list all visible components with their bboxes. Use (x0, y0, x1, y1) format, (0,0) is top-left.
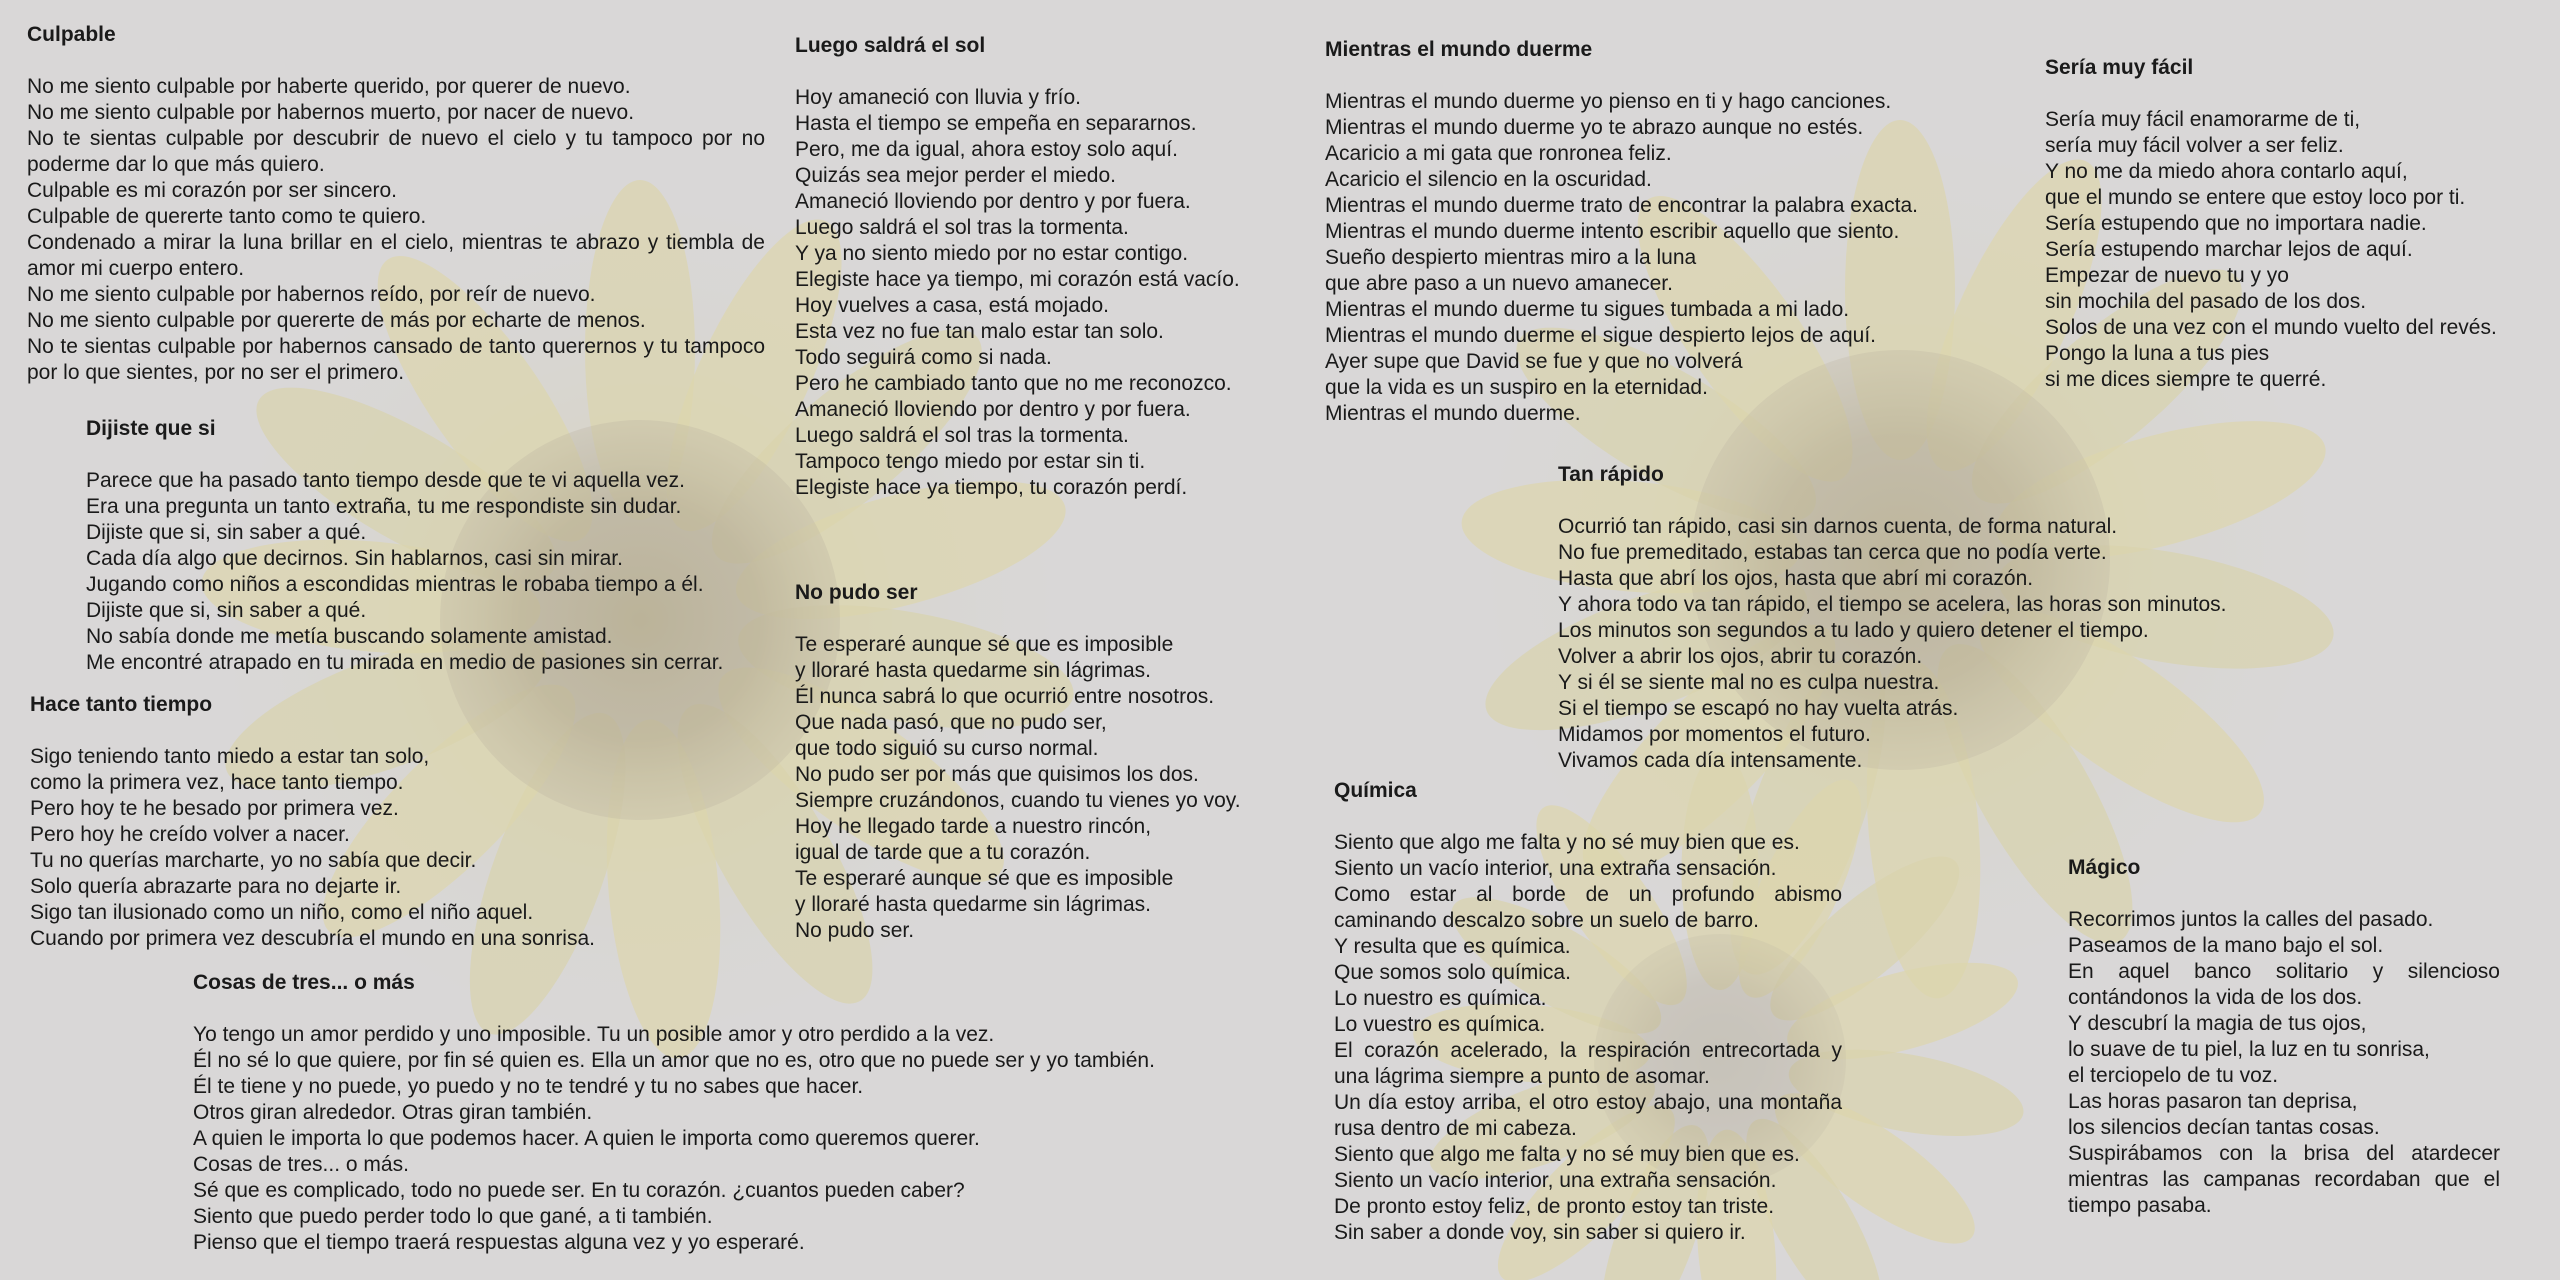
poem-line: No me siento culpable por quererte de más por echarte de menos. (27, 309, 646, 332)
poem-line: Y no me da miedo ahora contarlo aquí, (2045, 160, 2408, 183)
poem-title: Culpable (27, 23, 116, 46)
poem-title: Luego saldrá el sol (795, 34, 986, 57)
poem-line: Parece que ha pasado tanto tiempo desde que te vi aquella vez. (86, 469, 685, 492)
poem-line: No me siento culpable por habernos muerto, por nacer de nuevo. (27, 101, 635, 124)
poem-line: el terciopelo de tu voz. (2068, 1064, 2279, 1087)
poem-no-pudo-ser (795, 580, 1295, 944)
poem-line: Siento que algo me falta y no sé muy bien que es. (1334, 831, 1800, 854)
poem-line: Sigo teniendo tanto miedo a estar tan solo, (30, 745, 430, 768)
poem-title: Mientras el mundo duerme (1325, 38, 1593, 61)
poem-line: Pero he cambiado tanto que no me reconozco. (795, 372, 1232, 395)
poem-line: Él te tiene y no puede, yo puedo y no te tendré y tu no sabes que hacer. (193, 1075, 864, 1098)
poem-line: Y descubrí la magia de tus ojos, (2068, 1012, 2367, 1035)
poem-line: Condenado a mirar la luna brillar en el cielo, mientras te abrazo y tiembla de amor mi cuerpo entero. (27, 231, 765, 280)
poem-line: No sabía donde me metía buscando solamente amistad. (86, 625, 613, 648)
poem-line: Otros giran alrededor. Otras giran también. (193, 1101, 593, 1124)
poem-line: Yo tengo un amor perdido y uno imposible. Tu un posible amor y otro perdido a la vez. (193, 1023, 995, 1046)
poem-line: Cuando por primera vez descubría el mundo en una sonrisa. (30, 927, 595, 950)
poem-line: Pero hoy te he besado por primera vez. (30, 797, 399, 820)
poem-line: lo suave de tu piel, la luz en tu sonrisa, (2068, 1038, 2430, 1061)
poem-line: Elegiste hace ya tiempo, mi corazón está vacío. (795, 268, 1240, 291)
poem-line: No fue premeditado, estabas tan cerca que no podía verte. (1558, 541, 2107, 564)
poem-culpable (27, 22, 765, 386)
poem-line: Quizás sea mejor perder el miedo. (795, 164, 1116, 187)
poem-line: Si el tiempo se escapó no hay vuelta atrás. (1558, 697, 1959, 720)
poem-line: Hoy amaneció con lluvia y frío. (795, 86, 1081, 109)
poem-line: Mientras el mundo duerme. (1325, 402, 1581, 425)
poem-line: igual de tarde que a tu corazón. (795, 841, 1091, 864)
poem-line: que todo siguió su curso normal. (795, 737, 1099, 760)
poem-line: Él no sé lo que quiere, por fin sé quien es. Ella un amor que no es, otro que no puede ser y yo también. (193, 1049, 1155, 1072)
poem-line: Todo seguirá como si nada. (795, 346, 1052, 369)
poem-line: Solos de una vez con el mundo vuelto del revés. (2045, 316, 2497, 339)
poem-hace-tanto-tiempo (30, 692, 730, 952)
poem-line: Amaneció lloviendo por dentro y por fuera. (795, 398, 1191, 421)
poem-line: Sería estupendo que no importara nadie. (2045, 212, 2427, 235)
poem-line: y lloraré hasta quedarme sin lágrimas. (795, 659, 1151, 682)
poem-line: Pongo la luna a tus pies (2045, 342, 2270, 365)
poem-line: No pudo ser. (795, 919, 915, 942)
poem-cosas-de-tres (193, 970, 1293, 1256)
poem-line: que abre paso a un nuevo amanecer. (1325, 272, 1673, 295)
poem-line: Volver a abrir los ojos, abrir tu corazón. (1558, 645, 1923, 668)
poem-line: Y ahora todo va tan rápido, el tiempo se acelera, las horas son minutos. (1558, 593, 2227, 616)
poem-line: Suspirábamos con la brisa del atardecer mientras las campanas recordaban que el tiempo pasaba. (2068, 1142, 2500, 1217)
poem-line: Lo vuestro es química. (1334, 1013, 1546, 1036)
poem-line: Jugando como niños a escondidas mientras le robaba tiempo a él. (86, 573, 704, 596)
poem-line: Pero, me da igual, ahora estoy solo aquí. (795, 138, 1178, 161)
poem-line: Hoy vuelves a casa, está mojado. (795, 294, 1109, 317)
poem-line: Luego saldrá el sol tras la tormenta. (795, 216, 1129, 239)
poem-line: Los minutos son segundos a tu lado y quiero detener el tiempo. (1558, 619, 2149, 642)
poem-mientras-el-mundo-duerme (1325, 37, 2025, 427)
poem-line: Elegiste hace ya tiempo, tu corazón perdí. (795, 476, 1188, 499)
poem-line: Mientras el mundo duerme tu sigues tumbada a mi lado. (1325, 298, 1850, 321)
poem-line: Ocurrió tan rápido, casi sin darnos cuenta, de forma natural. (1558, 515, 2118, 538)
poem-title: Tan rápido (1558, 463, 1664, 486)
poem-line: Las horas pasaron tan deprisa, (2068, 1090, 2358, 1113)
poem-line: Empezar de nuevo tu y yo (2045, 264, 2289, 287)
poem-line: Culpable es mi corazón por ser sincero. (27, 179, 398, 202)
poem-title: Química (1334, 779, 1417, 802)
poem-line: si me dices siempre te querré. (2045, 368, 2327, 391)
poem-line: y lloraré hasta quedarme sin lágrimas. (795, 893, 1151, 916)
poem-line: sería muy fácil volver a ser feliz. (2045, 134, 2344, 157)
poem-line: No me siento culpable por haberte querido, por querer de nuevo. (27, 75, 631, 98)
poem-line: En aquel banco solitario y silencioso contándonos la vida de los dos. (2068, 960, 2500, 1009)
poem-line: Mientras el mundo duerme intento escribir aquello que siento. (1325, 220, 1900, 243)
poem-line: Y si él se siente mal no es culpa nuestra. (1558, 671, 1940, 694)
poem-quimica (1334, 778, 1842, 1246)
poem-title: Cosas de tres... o más (193, 971, 415, 994)
poem-line: Recorrimos juntos la calles del pasado. (2068, 908, 2434, 931)
poem-title: Sería muy fácil (2045, 56, 2194, 79)
poem-line: El corazón acelerado, la respiración entrecortada y una lágrima siempre a punto de asomar. (1334, 1039, 1842, 1088)
poem-line: Que nada pasó, que no pudo ser, (795, 711, 1107, 734)
poem-line: Y ya no siento miedo por no estar contigo. (795, 242, 1189, 265)
poem-line: Me encontré atrapado en tu mirada en medio de pasiones sin cerrar. (86, 651, 724, 674)
poem-line: Como estar al borde de un profundo abismo caminando descalzo sobre un suelo de barro. (1334, 883, 1842, 932)
poem-line: Siento que algo me falta y no sé muy bien que es. (1334, 1143, 1800, 1166)
poem-line: Y resulta que es química. (1334, 935, 1571, 958)
poem-line: De pronto estoy feliz, de pronto estoy tan triste. (1334, 1195, 1775, 1218)
poem-line: No te sientas culpable por habernos cansado de tanto querernos y tu tampoco por lo que sientes, por no ser el primero. (27, 335, 765, 384)
poem-line: Hasta el tiempo se empeña en separarnos. (795, 112, 1197, 135)
poem-line: Él nunca sabrá lo que ocurrió entre nosotros. (795, 685, 1215, 708)
poem-line: Esta vez no fue tan malo estar tan solo. (795, 320, 1164, 343)
poem-line: Siento que puedo perder todo lo que gané, a ti también. (193, 1205, 713, 1228)
poem-title: No pudo ser (795, 581, 918, 604)
poem-line: sin mochila del pasado de los dos. (2045, 290, 2367, 313)
poem-line: Hasta que abrí los ojos, hasta que abrí mi corazón. (1558, 567, 2034, 590)
poem-line: Siento un vacío interior, una extraña sensación. (1334, 1169, 1777, 1192)
poem-line: Acaricio a mi gata que ronronea feliz. (1325, 142, 1672, 165)
poem-line: Dijiste que si, sin saber a qué. (86, 599, 367, 622)
poem-line: Lo nuestro es química. (1334, 987, 1547, 1010)
poem-line: Sería muy fácil enamorarme de ti, (2045, 108, 2361, 131)
poem-line: Sé que es complicado, todo no puede ser. En tu corazón. ¿cuantos pueden caber? (193, 1179, 965, 1202)
poem-line: No te sientas culpable por descubrir de nuevo el cielo y tu tampoco por no poderme dar lo que más quiero. (27, 127, 765, 176)
poem-line: Te esperaré aunque sé que es imposible (795, 867, 1174, 890)
poem-dijiste-que-si (86, 416, 786, 676)
poem-line: Vivamos cada día intensamente. (1558, 749, 1863, 772)
poem-line: Luego saldrá el sol tras la tormenta. (795, 424, 1129, 447)
poem-line: Amaneció lloviendo por dentro y por fuera. (795, 190, 1191, 213)
poem-line: Cosas de tres... o más. (193, 1153, 409, 1176)
poem-line: Tampoco tengo miedo por estar sin ti. (795, 450, 1146, 473)
poem-luego-saldra-el-sol (795, 33, 1295, 501)
poem-line: Sueño despierto mientras miro a la luna (1325, 246, 1697, 269)
poem-line: Un día estoy arriba, el otro estoy abajo, una montaña rusa dentro de mi cabeza. (1334, 1091, 1842, 1140)
poem-line: Sería estupendo marchar lejos de aquí. (2045, 238, 2413, 261)
poem-line: Mientras el mundo duerme yo pienso en ti y hago canciones. (1325, 90, 1892, 113)
poem-line: Que somos solo química. (1334, 961, 1571, 984)
poem-seria-muy-facil (2045, 55, 2545, 393)
poem-line: Tu no querías marcharte, yo no sabía que decir. (30, 849, 477, 872)
poem-line: Sigo tan ilusionado como un niño, como el niño aquel. (30, 901, 534, 924)
poem-line: que el mundo se entere que estoy loco por ti. (2045, 186, 2466, 209)
poem-line: A quien le importa lo que podemos hacer. A quien le importa como queremos querer. (193, 1127, 980, 1150)
poem-line: Siempre cruzándonos, cuando tu vienes yo voy. (795, 789, 1241, 812)
poem-line: Te esperaré aunque sé que es imposible (795, 633, 1174, 656)
poem-line: Era una pregunta un tanto extraña, tu me respondiste sin dudar. (86, 495, 682, 518)
poem-line: No pudo ser por más que quisimos los dos. (795, 763, 1199, 786)
poem-line: como la primera vez, hace tanto tiempo. (30, 771, 404, 794)
poem-line: Cada día algo que decirnos. Sin hablarnos, casi sin mirar. (86, 547, 623, 570)
poem-line: Pero hoy he creído volver a nacer. (30, 823, 350, 846)
poem-line: Mientras el mundo duerme yo te abrazo aunque no estés. (1325, 116, 1864, 139)
poem-line: Ayer supe que David se fue y que no volverá (1325, 350, 1743, 373)
poem-line: Siento un vacío interior, una extraña sensación. (1334, 857, 1777, 880)
poem-line: Pienso que el tiempo traerá respuestas alguna vez y yo esperaré. (193, 1231, 805, 1254)
poem-tan-rapido (1558, 462, 2358, 774)
poem-magico (2068, 855, 2500, 1219)
poem-line: Acaricio el silencio en la oscuridad. (1325, 168, 1652, 191)
poem-line: Mientras el mundo duerme trato de encontrar la palabra exacta. (1325, 194, 1918, 217)
poem-line: Hoy he llegado tarde a nuestro rincón, (795, 815, 1152, 838)
poem-title: Dijiste que si (86, 417, 216, 440)
poem-line: los silencios decían tantas cosas. (2068, 1116, 2380, 1139)
poem-line: Dijiste que si, sin saber a qué. (86, 521, 367, 544)
poem-line: que la vida es un suspiro en la eternidad. (1325, 376, 1708, 399)
poem-line: Culpable de quererte tanto como te quiero. (27, 205, 427, 228)
poem-line: Paseamos de la mano bajo el sol. (2068, 934, 2384, 957)
poem-line: Solo quería abrazarte para no dejarte ir. (30, 875, 402, 898)
poem-title: Hace tanto tiempo (30, 693, 213, 716)
poem-title: Mágico (2068, 856, 2141, 879)
poem-line: Sin saber a donde voy, sin saber si quiero ir. (1334, 1221, 1746, 1244)
poem-line: Mientras el mundo duerme el sigue despierto lejos de aquí. (1325, 324, 1876, 347)
poem-line: No me siento culpable por habernos reído, por reír de nuevo. (27, 283, 596, 306)
poem-line: Midamos por momentos el futuro. (1558, 723, 1871, 746)
